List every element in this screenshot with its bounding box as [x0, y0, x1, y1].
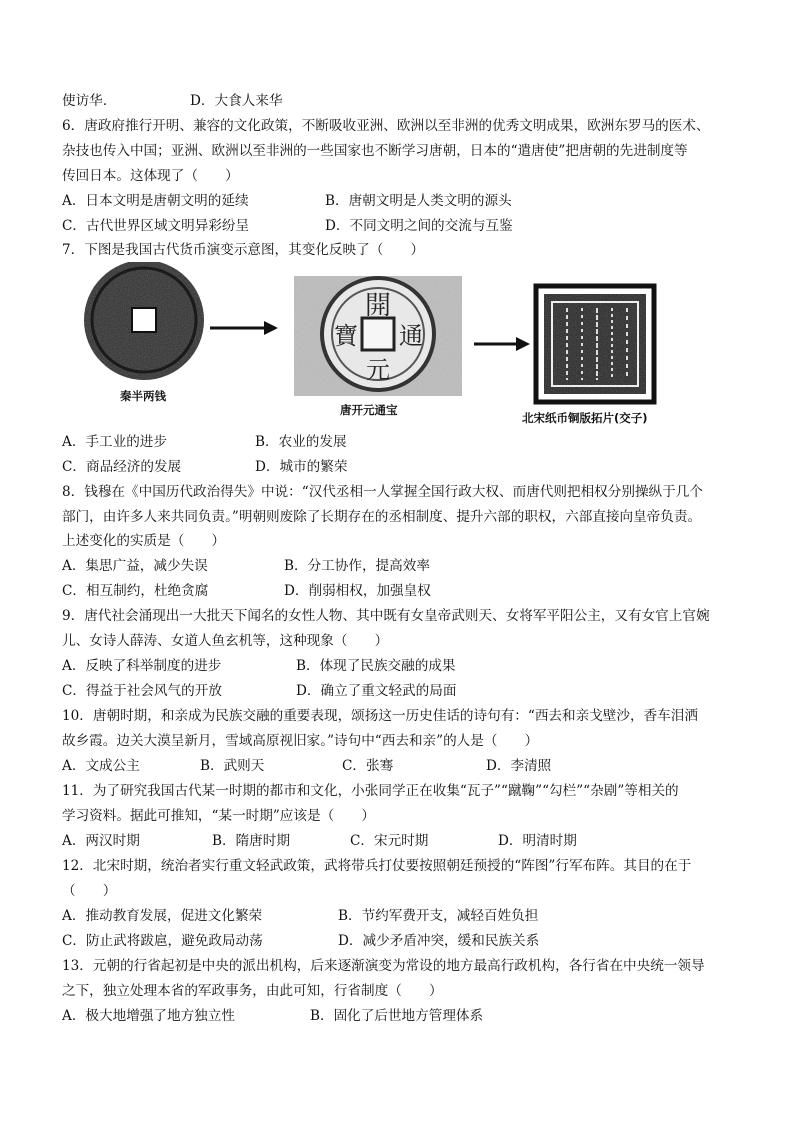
q10-line-2: 故乡霞。边关大漠呈新月，雪域高原视旧家。”诗句中“西去和亲”的人是（ ）	[62, 733, 539, 749]
q8-option-b: B．分工协作，提高效率	[284, 558, 430, 574]
coin2-char-top: 開	[364, 291, 392, 321]
arrow-right-icon	[474, 337, 530, 351]
song-jiaozi-note-image	[536, 286, 654, 402]
q9-line-2: 儿、女诗人薛涛、女道人鱼玄机等，这种现象（ ）	[62, 633, 389, 649]
q12-line-1: 12．北宋时期，统治者实行重文轻武政策，武将带兵打仗要按照朝廷预授的“阵图”行军布阵。其目的在于	[62, 858, 692, 874]
q10-option-c: C．张骞	[342, 758, 394, 774]
q6-option-c: C．古代世界区域文明异彩纷呈	[62, 218, 250, 234]
q6-line-1: 6．唐政府推行开明、兼容的文化政策，不断吸收亚洲、欧洲以至非洲的优秀文明成果，欧洲东罗马的医术、	[62, 118, 710, 134]
q12-option-a: A．推动教育发展，促进文化繁荣	[62, 908, 263, 924]
coin2-char-right: 通	[399, 322, 423, 350]
q8-option-d: D．削弱相权，加强皇权	[284, 583, 431, 599]
q13-option-b: B．固化了后世地方管理体系	[310, 1008, 484, 1024]
q13-line-2: 之下，独立处理本省的军政事务，由此可知，行省制度（ ）	[62, 983, 443, 999]
coin1-caption: 秦半两钱	[120, 389, 166, 403]
q9-line-1: 9．唐代社会涌现出一大批天下闻名的女性人物、其中既有女皇帝武则天、女将军平阳公主，又有女官上官婉	[62, 608, 710, 624]
q9-option-d: D．确立了重文轻武的局面	[296, 683, 457, 699]
q13-line-1: 13．元朝的行省起初是中央的派出机构，后来逐渐演变为常设的地方最高行政机构，各行省在中央统一领导	[62, 958, 705, 974]
q11-option-c: C．宋元时期	[350, 833, 429, 849]
qin-banliang-coin-image	[84, 262, 204, 380]
currency-evolution-figure	[62, 262, 702, 430]
q6-option-b: B．唐朝文明是人类文明的源头	[325, 193, 512, 209]
arrow-right-icon	[210, 321, 278, 335]
q6-line-3: 传回日本。这体现了（ ）	[62, 168, 239, 184]
q8-option-a: A．集思广益，减少失误	[62, 558, 208, 574]
q7-option-c: C．商品经济的发展	[62, 459, 182, 475]
q9-option-b: B．体现了民族交融的成果	[296, 658, 456, 674]
coin2-char-bottom: 元	[366, 356, 390, 384]
q12-option-b: B．节约军费开支，减轻百姓负担	[338, 908, 539, 924]
q13-option-a: A．极大地增强了地方独立性	[62, 1008, 235, 1024]
q5-tail-text: 使访华.	[62, 93, 108, 109]
tang-kaiyuan-coin-image	[294, 276, 462, 396]
q7-option-b: B．农业的发展	[255, 434, 347, 450]
note-caption: 北宋纸币铜版拓片(交子)	[522, 411, 648, 425]
coin2-caption: 唐开元通宝	[340, 403, 398, 417]
q12-option-c: C．防止武将跋扈，避免政局动荡	[62, 933, 263, 949]
q10-option-d: D．李清照	[486, 758, 552, 774]
q7-option-a: A．手工业的进步	[62, 434, 167, 450]
q6-line-2: 杂技也传入中国；亚洲、欧洲以至非洲的一些国家也不断学习唐朝，日本的“遣唐使”把唐朝的先进制度等	[62, 143, 688, 159]
q11-option-a: A．两汉时期	[62, 833, 140, 849]
q11-line-1: 11．为了研究我国古代某一时期的都市和文化，小张同学正在收集“瓦子”“蹴鞠”“勾栏”“杂剧”等相关的	[62, 783, 679, 799]
q11-line-2: 学习资料。据此可推知，“某一时期”应该是（ ）	[62, 808, 375, 824]
q7-option-d: D．城市的繁荣	[255, 459, 348, 475]
q12-option-d: D．减少矛盾冲突，缓和民族关系	[338, 933, 540, 949]
coin2-char-left: 寶	[334, 322, 358, 350]
q12-line-2: （ ）	[62, 883, 117, 899]
q7-line: 7．下图是我国古代货币演变示意图，其变化反映了（ ）	[62, 242, 425, 258]
q8-line-3: 上述变化的实质是（ ）	[62, 533, 226, 549]
q10-option-a: A．文成公主	[62, 758, 140, 774]
q9-option-a: A．反映了科举制度的进步	[62, 658, 222, 674]
q11-option-b: B．隋唐时期	[212, 833, 290, 849]
q5-option-d: D．大食人来华	[190, 93, 283, 109]
q6-option-d: D．不同文明之间的交流与互鉴	[325, 218, 513, 234]
q8-line-2: 部门，由许多人来共同负责。”明朝则废除了长期存在的丞相制度、提升六部的职权，六部直接向皇帝负责。	[62, 509, 702, 525]
q6-option-a: A．日本文明是唐朝文明的延续	[62, 193, 249, 209]
q10-line-1: 10．唐朝时期，和亲成为民族交融的重要表现，颂扬这一历史佳话的诗句有：“西去和亲戈壁沙，香车泪洒	[62, 708, 698, 724]
q11-option-d: D．明清时期	[498, 833, 577, 849]
q8-option-c: C．相互制约，杜绝贪腐	[62, 583, 209, 599]
q10-option-b: B．武则天	[200, 758, 265, 774]
q9-option-c: C．得益于社会风气的开放	[62, 683, 222, 699]
q8-line-1: 8．钱穆在《中国历代政治得失》中说：“汉代丞相一人掌握全国行政大权、而唐代则把相权分别操纵于几个	[62, 484, 703, 500]
